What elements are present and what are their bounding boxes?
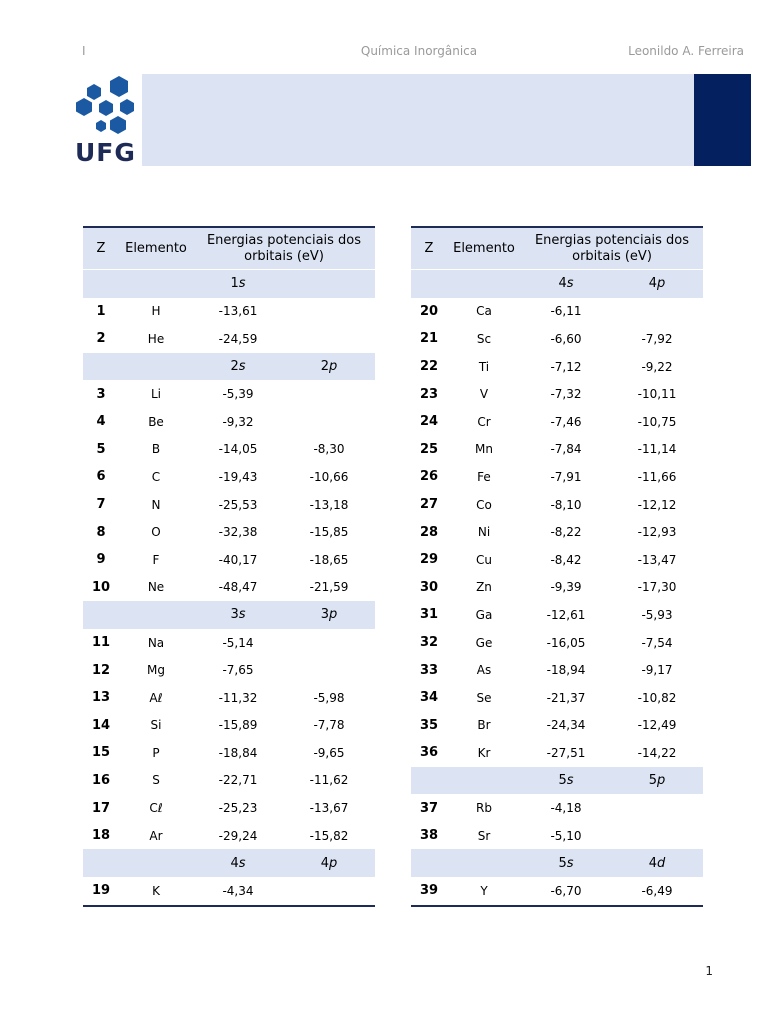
- element-symbol: K: [152, 883, 160, 898]
- orbital-energy-1: -8,42: [550, 552, 582, 567]
- orbital-energy-1: -24,34: [546, 718, 586, 733]
- orbital-energy-2: -21,59: [309, 580, 349, 595]
- orbital-energy-1: -5,39: [222, 387, 254, 402]
- orbital-number: 5: [558, 855, 567, 871]
- orbital-letter: s: [566, 276, 574, 292]
- orbital-number: 5: [648, 772, 658, 788]
- atomic-number: 37: [419, 800, 439, 816]
- table-row: [83, 877, 375, 906]
- orbital-number: 4: [558, 276, 567, 292]
- orbital-energy-2: -11,14: [637, 442, 677, 457]
- orbital-energy-2: -10,82: [637, 690, 677, 705]
- table-row: [411, 877, 703, 906]
- orbital-energy-1: -9,32: [222, 414, 254, 429]
- header-energies: Energias potenciais dos orbitais (eV): [193, 227, 375, 270]
- orbital-letter: s: [238, 607, 246, 623]
- orbital-energy-1: -6,60: [550, 331, 582, 346]
- table-row: [411, 463, 703, 491]
- table-row: [411, 629, 703, 657]
- table-row: [83, 822, 375, 850]
- orbital-energy-2: -12,93: [637, 525, 677, 540]
- orbital-label: [283, 849, 375, 877]
- element-symbol: Cr: [477, 414, 491, 429]
- empty-cell: [83, 353, 119, 381]
- element-symbol: Sr: [477, 828, 491, 843]
- orbital-label: [521, 270, 611, 298]
- orbital-energy-1: -4,34: [222, 883, 254, 898]
- orbital-energy-2: [283, 656, 375, 684]
- element-symbol: Co: [476, 497, 492, 512]
- element-symbol: Si: [150, 718, 162, 733]
- element-symbol: Cℓ: [149, 801, 163, 816]
- orbital-energy-2: [283, 408, 375, 436]
- orbital-energy-1: -16,05: [546, 635, 586, 650]
- table-row: [411, 325, 703, 353]
- orbital-energy-1: -12,61: [546, 607, 586, 622]
- orbital-energy-2: [611, 298, 703, 326]
- orbital-energy-1: -4,18: [550, 801, 582, 816]
- table-row: [83, 574, 375, 602]
- empty-cell: [119, 270, 193, 298]
- atomic-number: 20: [419, 303, 439, 319]
- orbital-energy-2: [283, 298, 375, 326]
- orbital-number: 5: [558, 772, 567, 788]
- empty-cell: [411, 767, 447, 795]
- atomic-number: 11: [91, 635, 111, 651]
- table-body-left: [83, 270, 375, 906]
- orbital-energy-2: -7,92: [641, 331, 673, 346]
- element-symbol: Ar: [149, 828, 163, 843]
- empty-cell: [119, 353, 193, 381]
- orbital-energy-2: -9,17: [641, 663, 673, 678]
- orbital-label: [521, 849, 611, 877]
- element-symbol: Ne: [147, 580, 165, 595]
- orbital-energy-1: -24,59: [218, 331, 258, 346]
- atomic-number: 27: [419, 497, 439, 513]
- atomic-number: 13: [91, 690, 111, 706]
- orbital-letter: s: [238, 855, 246, 871]
- orbital-energy-1: -6,70: [550, 883, 582, 898]
- header-energies: Energias potenciais dos orbitais (eV): [521, 227, 703, 270]
- atomic-number: 7: [96, 497, 106, 513]
- atomic-number: 4: [96, 414, 106, 430]
- element-symbol: Zn: [476, 580, 492, 595]
- element-symbol: B: [151, 442, 161, 457]
- atomic-number: 24: [419, 414, 439, 430]
- atomic-number: 1: [96, 303, 106, 319]
- element-symbol: Br: [477, 718, 491, 733]
- empty-cell: [411, 849, 447, 877]
- atomic-number: 28: [419, 524, 439, 540]
- empty-cell: [83, 270, 119, 298]
- orbital-energy-1: -7,46: [550, 414, 582, 429]
- orbital-number: 3: [320, 607, 330, 623]
- empty-cell: [119, 601, 193, 629]
- orbital-energy-2: -12,12: [637, 497, 677, 512]
- element-symbol: F: [152, 552, 160, 567]
- atomic-number: 15: [91, 745, 111, 761]
- orbital-energy-2: -13,67: [309, 801, 349, 816]
- atomic-number: 16: [91, 772, 111, 788]
- atomic-number: 29: [419, 552, 439, 568]
- element-symbol: Y: [480, 883, 488, 898]
- table-row: [411, 601, 703, 629]
- orbital-letter: p: [657, 772, 666, 788]
- table-row: [411, 298, 703, 326]
- table-row: [83, 298, 375, 326]
- orbital-energy-table-right: [411, 226, 703, 907]
- orbital-energy-2: -14,22: [637, 745, 677, 760]
- table-row: [411, 436, 703, 464]
- orbital-energy-1: -22,71: [218, 773, 258, 788]
- element-symbol: O: [151, 525, 161, 540]
- atomic-number: 14: [91, 717, 111, 733]
- header-banner-accent: [694, 74, 751, 166]
- orbital-energy-1: -14,05: [218, 442, 258, 457]
- orbital-subheader-row: [83, 601, 375, 629]
- orbital-subheader-row: [83, 353, 375, 381]
- element-symbol: Ge: [475, 635, 493, 650]
- header-course-title: Química Inorgânica: [360, 44, 478, 58]
- empty-cell: [411, 270, 447, 298]
- table-row: [411, 518, 703, 546]
- table-row: [411, 408, 703, 436]
- orbital-energy-1: -25,23: [218, 801, 258, 816]
- orbital-energy-2: -9,65: [313, 745, 345, 760]
- atomic-number: 6: [96, 469, 106, 485]
- orbital-energy-1: -18,84: [218, 745, 258, 760]
- atomic-number: 8: [96, 524, 106, 540]
- orbital-label: [193, 270, 283, 298]
- orbital-energy-2: -7,54: [641, 635, 673, 650]
- element-symbol: Cu: [476, 552, 492, 567]
- element-symbol: Aℓ: [149, 690, 163, 705]
- element-symbol: Sc: [476, 331, 492, 346]
- atomic-number: 32: [419, 635, 439, 651]
- orbital-energy-1: -7,32: [550, 387, 582, 402]
- orbital-number: 1: [230, 276, 239, 292]
- orbital-energy-2: -13,18: [309, 497, 349, 512]
- table-row: [411, 656, 703, 684]
- orbital-energy-2: -5,98: [313, 690, 345, 705]
- orbital-energy-2: -7,78: [313, 718, 345, 733]
- orbital-energy-2: -11,66: [637, 469, 677, 484]
- element-symbol: Li: [150, 387, 162, 402]
- orbital-letter: p: [329, 607, 338, 623]
- table-row: [83, 767, 375, 795]
- empty-cell: [447, 270, 521, 298]
- orbital-label: [611, 849, 703, 877]
- orbital-energy-2: [611, 822, 703, 850]
- atomic-number: 33: [419, 662, 439, 678]
- atomic-number: 39: [419, 883, 439, 899]
- header-z: Z: [411, 227, 447, 270]
- orbital-subheader-row: [411, 849, 703, 877]
- atomic-number: 30: [419, 579, 439, 595]
- ufg-logo-text: UFG: [75, 138, 136, 167]
- table-row: [83, 739, 375, 767]
- element-symbol: Se: [476, 690, 492, 705]
- atomic-number: 19: [91, 883, 111, 899]
- table-row: [83, 408, 375, 436]
- orbital-energy-2: -8,30: [313, 442, 345, 457]
- header-element: Elemento: [119, 227, 193, 270]
- atomic-number: 22: [419, 359, 439, 375]
- table-row: [83, 491, 375, 519]
- atomic-number: 36: [419, 745, 439, 761]
- orbital-energy-1: -19,43: [218, 469, 258, 484]
- header-z: Z: [83, 227, 119, 270]
- table-row: [83, 436, 375, 464]
- orbital-energy-2: -11,62: [309, 773, 349, 788]
- orbital-energy-2: -12,49: [637, 718, 677, 733]
- element-symbol: N: [151, 497, 161, 512]
- orbital-label: [193, 849, 283, 877]
- table-row: [83, 463, 375, 491]
- orbital-energy-1: -11,32: [218, 690, 258, 705]
- header-element: Elemento: [447, 227, 521, 270]
- orbital-energy-1: -29,24: [218, 828, 258, 843]
- header-left-text: I: [82, 44, 86, 58]
- atomic-number: 38: [419, 828, 439, 844]
- empty-cell: [447, 849, 521, 877]
- element-symbol: Mg: [147, 663, 165, 678]
- orbital-energy-2: -13,47: [637, 552, 677, 567]
- table-row: [83, 380, 375, 408]
- orbital-number: 4: [320, 855, 330, 871]
- table-row: [411, 353, 703, 381]
- element-symbol: Be: [148, 414, 164, 429]
- orbital-letter: d: [657, 855, 666, 871]
- orbital-letter: s: [238, 276, 246, 292]
- orbital-letter: p: [329, 855, 338, 871]
- table-header-row: [83, 227, 375, 270]
- atomic-number: 10: [91, 579, 111, 595]
- orbital-energy-2: -5,93: [641, 607, 673, 622]
- atomic-number: 35: [419, 717, 439, 733]
- table-row: [411, 822, 703, 850]
- element-symbol: V: [479, 387, 489, 402]
- orbital-number: 2: [230, 359, 239, 375]
- element-symbol: Ga: [475, 607, 493, 622]
- orbital-number: 3: [230, 607, 239, 623]
- element-symbol: He: [147, 331, 165, 346]
- empty-cell: [83, 849, 119, 877]
- orbital-number: 4: [230, 855, 239, 871]
- table-row: [411, 712, 703, 740]
- orbital-energy-1: -13,61: [218, 304, 258, 319]
- orbital-label: [283, 353, 375, 381]
- orbital-energy-2: -15,82: [309, 828, 349, 843]
- orbital-label: [611, 767, 703, 795]
- orbital-energy-2: -9,22: [641, 359, 673, 374]
- orbital-letter: p: [329, 359, 338, 375]
- orbital-number: 2: [320, 359, 330, 375]
- table-row: [83, 656, 375, 684]
- empty-cell: [447, 767, 521, 795]
- orbital-energy-1: -40,17: [218, 552, 258, 567]
- atomic-number: 25: [419, 441, 439, 457]
- atomic-number: 17: [91, 800, 111, 816]
- orbital-energy-1: -15,89: [218, 718, 258, 733]
- table-body-right: [411, 270, 703, 906]
- orbital-subheader-row: [411, 767, 703, 795]
- table-row: [411, 739, 703, 767]
- page-number: 1: [705, 964, 713, 978]
- atomic-number: 26: [419, 469, 439, 485]
- table-row: [83, 325, 375, 353]
- element-symbol: S: [152, 773, 160, 788]
- orbital-energy-2: [283, 380, 375, 408]
- orbital-label: [193, 601, 283, 629]
- table-row: [411, 380, 703, 408]
- orbital-energy-2: -6,49: [641, 883, 673, 898]
- element-symbol: Ti: [478, 359, 490, 374]
- orbital-energy-2: -10,66: [309, 469, 349, 484]
- orbital-number: 4: [648, 855, 658, 871]
- atomic-number: 34: [419, 690, 439, 706]
- header-banner: [142, 74, 694, 166]
- orbital-label: [283, 270, 375, 298]
- atomic-number: 9: [96, 552, 106, 568]
- table-row: [83, 629, 375, 657]
- orbital-letter: s: [566, 855, 574, 871]
- orbital-subheader-row: [411, 270, 703, 298]
- orbital-energy-1: -8,22: [550, 525, 582, 540]
- orbital-subheader-row: [83, 270, 375, 298]
- orbital-energy-1: -32,38: [218, 525, 258, 540]
- orbital-energy-1: -25,53: [218, 497, 258, 512]
- orbital-energy-1: -8,10: [550, 497, 582, 512]
- element-symbol: Ca: [476, 304, 492, 319]
- orbital-energy-1: -21,37: [546, 690, 586, 705]
- orbital-energy-2: [611, 794, 703, 822]
- table-row: [83, 518, 375, 546]
- table-header-row: [411, 227, 703, 270]
- element-symbol: Kr: [477, 745, 491, 760]
- orbital-energy-1: -18,94: [546, 663, 586, 678]
- element-symbol: Na: [147, 635, 165, 650]
- orbital-subheader-row: [83, 849, 375, 877]
- atomic-number: 31: [419, 607, 439, 623]
- table-row: [83, 546, 375, 574]
- table-row: [83, 794, 375, 822]
- atomic-number: 12: [91, 662, 111, 678]
- orbital-energy-1: -5,14: [222, 635, 254, 650]
- orbital-energy-table-left: [83, 226, 375, 907]
- orbital-energy-1: -6,11: [550, 304, 582, 319]
- atomic-number: 3: [96, 386, 106, 402]
- orbital-energy-2: -17,30: [637, 580, 677, 595]
- orbital-letter: p: [657, 276, 666, 292]
- orbital-letter: s: [566, 772, 574, 788]
- orbital-energy-1: -7,84: [550, 442, 582, 457]
- element-symbol: P: [152, 745, 160, 760]
- orbital-energy-1: -7,12: [550, 359, 582, 374]
- orbital-energy-1: -5,10: [550, 828, 582, 843]
- orbital-energy-1: -9,39: [550, 580, 582, 595]
- element-symbol: H: [151, 304, 161, 319]
- orbital-label: [611, 270, 703, 298]
- orbital-energy-2: -18,65: [309, 552, 349, 567]
- table-row: [411, 794, 703, 822]
- orbital-energy-2: -15,85: [309, 525, 349, 540]
- atomic-number: 21: [419, 331, 439, 347]
- table-row: [411, 491, 703, 519]
- orbital-label: [193, 353, 283, 381]
- table-row: [411, 546, 703, 574]
- orbital-energy-1: -48,47: [218, 580, 258, 595]
- orbital-label: [521, 767, 611, 795]
- orbital-energy-2: [283, 877, 375, 906]
- table-row: [411, 684, 703, 712]
- orbital-letter: s: [238, 359, 246, 375]
- orbital-energy-1: -7,91: [550, 469, 582, 484]
- empty-cell: [119, 849, 193, 877]
- atomic-number: 2: [96, 331, 106, 347]
- orbital-energy-2: [283, 325, 375, 353]
- orbital-energy-2: [283, 629, 375, 657]
- orbital-number: 4: [648, 276, 658, 292]
- orbital-label: [283, 601, 375, 629]
- atomic-number: 23: [419, 386, 439, 402]
- header-author: Leonildo A. Ferreira: [628, 44, 744, 58]
- table-row: [83, 712, 375, 740]
- empty-cell: [83, 601, 119, 629]
- element-symbol: C: [151, 469, 161, 484]
- atomic-number: 5: [96, 441, 106, 457]
- element-symbol: Mn: [475, 442, 493, 457]
- orbital-energy-1: -27,51: [546, 745, 586, 760]
- element-symbol: As: [476, 663, 492, 678]
- element-symbol: Rb: [476, 801, 492, 816]
- element-symbol: Ni: [477, 525, 491, 540]
- atomic-number: 18: [91, 828, 111, 844]
- orbital-energy-2: -10,75: [637, 414, 677, 429]
- table-row: [83, 684, 375, 712]
- orbital-energy-2: -10,11: [637, 387, 677, 402]
- table-row: [411, 574, 703, 602]
- orbital-energy-1: -7,65: [222, 663, 254, 678]
- element-symbol: Fe: [477, 469, 491, 484]
